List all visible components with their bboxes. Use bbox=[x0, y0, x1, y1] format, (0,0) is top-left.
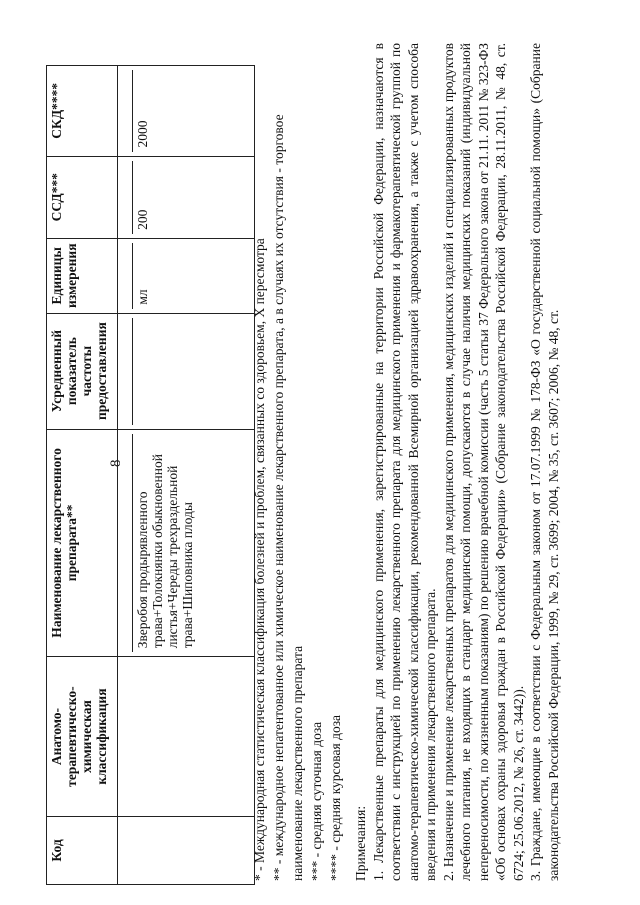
notes-title: Примечания: bbox=[353, 805, 368, 881]
drug-table bbox=[46, 65, 255, 885]
cell-drug bbox=[118, 429, 255, 657]
footnote-4: **** - средняя курсовая доза bbox=[328, 714, 343, 881]
frequency-text bbox=[133, 318, 137, 425]
cell-frequency bbox=[118, 313, 255, 429]
header-drug-name: Наименование лекарственного препарата** bbox=[47, 429, 118, 657]
cell-unit bbox=[118, 238, 255, 313]
header-frequency: Усредненный показатель частоты предоставления bbox=[47, 313, 118, 429]
note-item-1: 1. Лекарственные препараты для медицинского применения, зарегистрированные на территории Российской Федерации, назначаются в соответствии с инструкцией по применению лекарственного препарата для медицинского применения и фармакотерапевтической группой по анатомо-терапевтическо-химической классификации, рекомендованной Всемирной организацией здравоохранения, а также с учетом способа введения и применения лекарственного препарата. bbox=[370, 43, 438, 881]
ssd-value: 200 bbox=[135, 209, 150, 230]
footnote-1: * - Международная статистическая классификация болезней и проблем, связанных со здоровьем, X пересмотра bbox=[252, 238, 267, 881]
cell-atc bbox=[118, 657, 255, 817]
footnote-2: ** - международное непатентованное или химическое наименование лекарственного препарата, а в случаях их отсутствия - торговое наименование лекарственного препарата bbox=[271, 114, 305, 881]
header-ssd: ССД*** bbox=[47, 156, 118, 238]
cell-code bbox=[118, 816, 255, 884]
unit-text: мл bbox=[135, 289, 150, 305]
drug-name-text: Зверобоя продырявленного трава+Толокнянки обыкновенной листья+Череды трехраздельной трава+Шиповника плоды bbox=[135, 454, 195, 649]
skd-value: 2000 bbox=[135, 120, 150, 148]
table-header-row bbox=[47, 66, 118, 885]
header-atc: Анатомо-терапевтическо-химическая классификация bbox=[47, 657, 118, 817]
notes-section bbox=[352, 43, 562, 881]
header-unit: Единицы измерения bbox=[47, 238, 118, 313]
cell-skd bbox=[118, 66, 255, 157]
table-row bbox=[118, 66, 255, 885]
footnote-3: *** - средняя суточная доза bbox=[309, 721, 324, 881]
header-code: Код bbox=[47, 816, 118, 884]
cell-ssd bbox=[118, 156, 255, 238]
page-number: 8 bbox=[108, 459, 124, 467]
note-item-2: 2. Назначение и применение лекарственных препаратов для медицинского применения, медицинских изделий и специализированных продуктов лечебного питания, не входящих в стандарт медицинской помощи, допускаются в случае наличия медицинских показаний (индивидуальной непереносимости, по жизненным показаниям) по решению врачебной комиссии (часть 5 статьи 37 Федерального закона от 21.11. 2011 № 323-ФЗ «Об основах охраны здоровья граждан в Российской Федерации» (Собрание законодательства Российской Федерации, 28.11.2011, № 48, ст. 6724; 25.06.2012, № 26, ст. 3442)). bbox=[440, 43, 526, 881]
header-skd: СКД**** bbox=[47, 66, 118, 157]
footnotes bbox=[250, 61, 345, 881]
note-item-3: 3. Граждане, имеющие в соответствии с Федеральным законом от 17.07.1999 № 178-ФЗ «О государственной социальной помощи» (Собрание законодательства Российской Федерации, 1999, № 29, ст. 3699; 2004, № 35, ст. 3607; 2006, № 48, ст. bbox=[528, 43, 561, 881]
